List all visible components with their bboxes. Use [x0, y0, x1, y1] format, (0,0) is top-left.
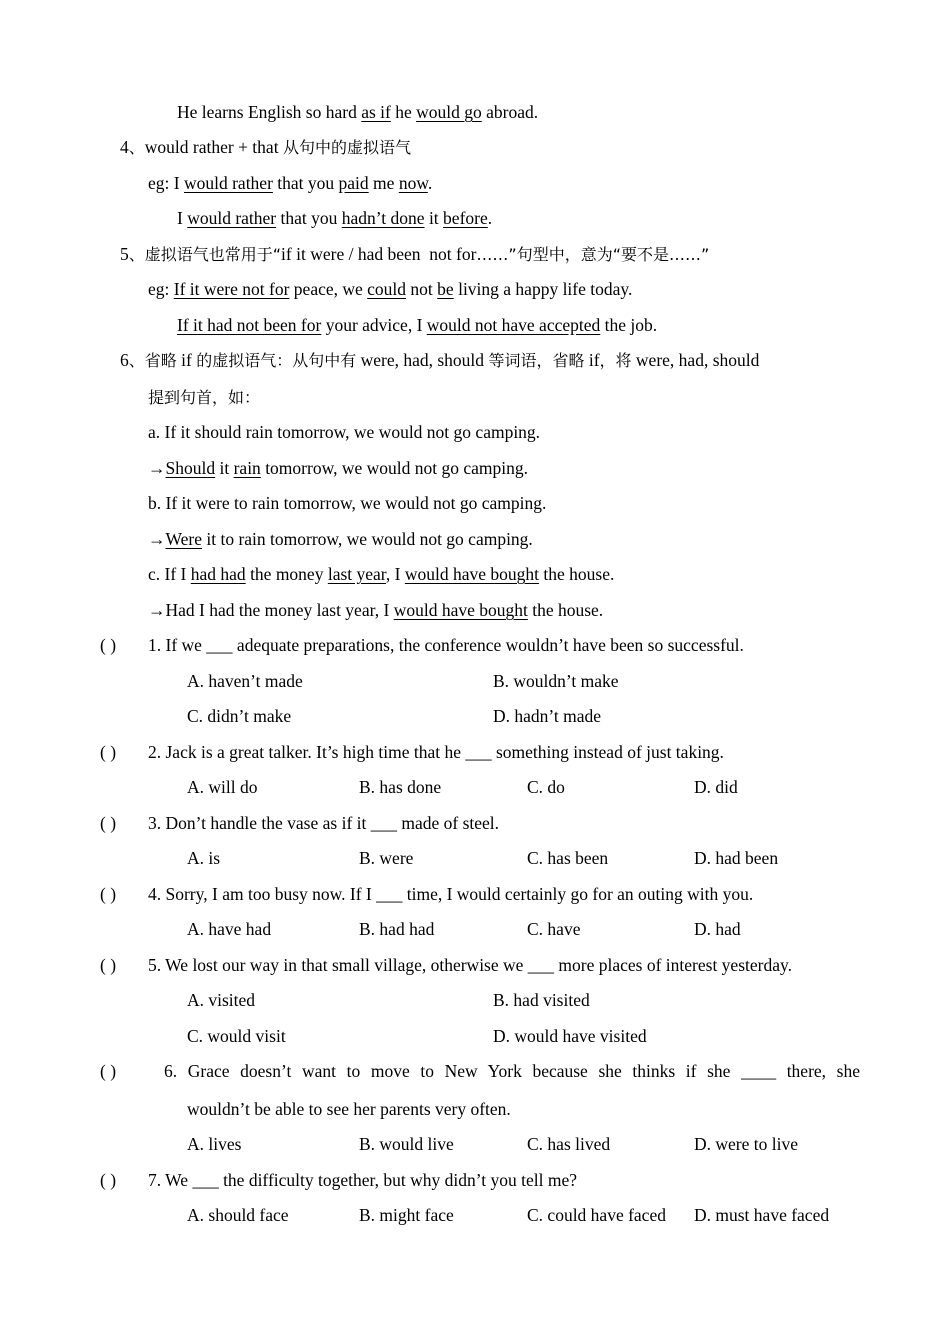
question-1-stem: 1. If we ___ adequate preparations, the conference wouldn’t have been so successful.: [148, 635, 744, 655]
rule-4-heading: 4、would rather + that 从句中的虚拟语气: [120, 137, 411, 157]
rule-5-heading: 5、虚拟语气也常用于“if it were / had been not for……”句型中，意为“要不是……”: [120, 244, 710, 264]
option-a[interactable]: A. haven’t made: [187, 671, 303, 691]
option-c[interactable]: C. has been: [527, 848, 609, 868]
example-sentence: →Were it to rain tomorrow, we would not go camping.: [148, 529, 533, 549]
option-a[interactable]: A. should face: [187, 1205, 289, 1225]
answer-blank[interactable]: ( ): [100, 635, 117, 655]
option-a[interactable]: A. have had: [187, 919, 272, 939]
question-7-stem: 7. We ___ the difficulty together, but why didn’t you tell me?: [148, 1170, 577, 1190]
example-sentence: a. If it should rain tomorrow, we would not go camping.: [148, 422, 541, 442]
example-sentence: c. If I had had the money last year, I would have bought the house.: [148, 564, 615, 584]
option-d[interactable]: D. must have faced: [694, 1205, 830, 1225]
option-a[interactable]: A. will do: [187, 777, 258, 797]
option-d[interactable]: D. had: [694, 919, 741, 939]
option-c[interactable]: C. didn’t make: [187, 706, 292, 726]
option-c[interactable]: C. have: [527, 919, 581, 939]
option-c[interactable]: C. would visit: [187, 1026, 286, 1046]
rule-6-continuation: 提到句首，如：: [148, 388, 261, 407]
answer-blank[interactable]: ( ): [100, 1170, 117, 1190]
example-sentence: →Should it rain tomorrow, we would not go camping.: [148, 458, 528, 478]
example-sentence: →Had I had the money last year, I would have bought the house.: [148, 600, 604, 620]
example-sentence: b. If it were to rain tomorrow, we would not go camping.: [148, 493, 547, 513]
question-3-stem: 3. Don’t handle the vase as if it ___ made of steel.: [148, 813, 500, 833]
option-b[interactable]: B. would live: [359, 1134, 454, 1154]
option-b[interactable]: B. might face: [359, 1205, 454, 1225]
option-c[interactable]: C. has lived: [527, 1134, 611, 1154]
option-b[interactable]: B. has done: [359, 777, 442, 797]
option-d[interactable]: D. hadn’t made: [493, 706, 602, 726]
option-a[interactable]: A. lives: [187, 1134, 242, 1154]
option-d[interactable]: D. had been: [694, 848, 779, 868]
rule-6-heading: 6、省略 if 的虚拟语气：从句中有 were, had, should 等词语，省略 if，将 were, had, should: [120, 350, 760, 370]
option-c[interactable]: C. do: [527, 777, 565, 797]
example-sentence: eg: I would rather that you paid me now.: [148, 173, 433, 193]
option-b[interactable]: B. were: [359, 848, 414, 868]
question-2-stem: 2. Jack is a great talker. It’s high time that he ___ something instead of just taking.: [148, 742, 724, 762]
option-a[interactable]: A. is: [187, 848, 221, 868]
option-a[interactable]: A. visited: [187, 990, 256, 1010]
example-sentence: I would rather that you hadn’t done it before.: [177, 208, 493, 228]
option-b[interactable]: B. had visited: [493, 990, 590, 1010]
question-6-stem: 6. Grace doesn’t want to move to New York because she thinks if she ____ there, she: [164, 1061, 860, 1081]
answer-blank[interactable]: ( ): [100, 1061, 117, 1081]
question-4-stem: 4. Sorry, I am too busy now. If I ___ time, I would certainly go for an outing with you.: [148, 884, 754, 904]
option-b[interactable]: B. wouldn’t make: [493, 671, 619, 691]
answer-blank[interactable]: ( ): [100, 813, 117, 833]
answer-blank[interactable]: ( ): [100, 742, 117, 762]
option-c[interactable]: C. could have faced: [527, 1205, 666, 1225]
example-sentence: eg: If it were not for peace, we could not be living a happy life today.: [148, 279, 633, 299]
answer-blank[interactable]: ( ): [100, 884, 117, 904]
question-6-stem-continued: wouldn’t be able to see her parents very often.: [187, 1099, 511, 1119]
option-d[interactable]: D. did: [694, 777, 738, 797]
option-b[interactable]: B. had had: [359, 919, 435, 939]
option-d[interactable]: D. were to live: [694, 1134, 798, 1154]
question-5-stem: 5. We lost our way in that small village, otherwise we ___ more places of interest yesterday.: [148, 955, 792, 975]
answer-blank[interactable]: ( ): [100, 955, 117, 975]
example-sentence: If it had not been for your advice, I would not have accepted the job.: [177, 315, 658, 335]
example-sentence: He learns English so hard as if he would go abroad.: [177, 102, 539, 122]
option-d[interactable]: D. would have visited: [493, 1026, 647, 1046]
